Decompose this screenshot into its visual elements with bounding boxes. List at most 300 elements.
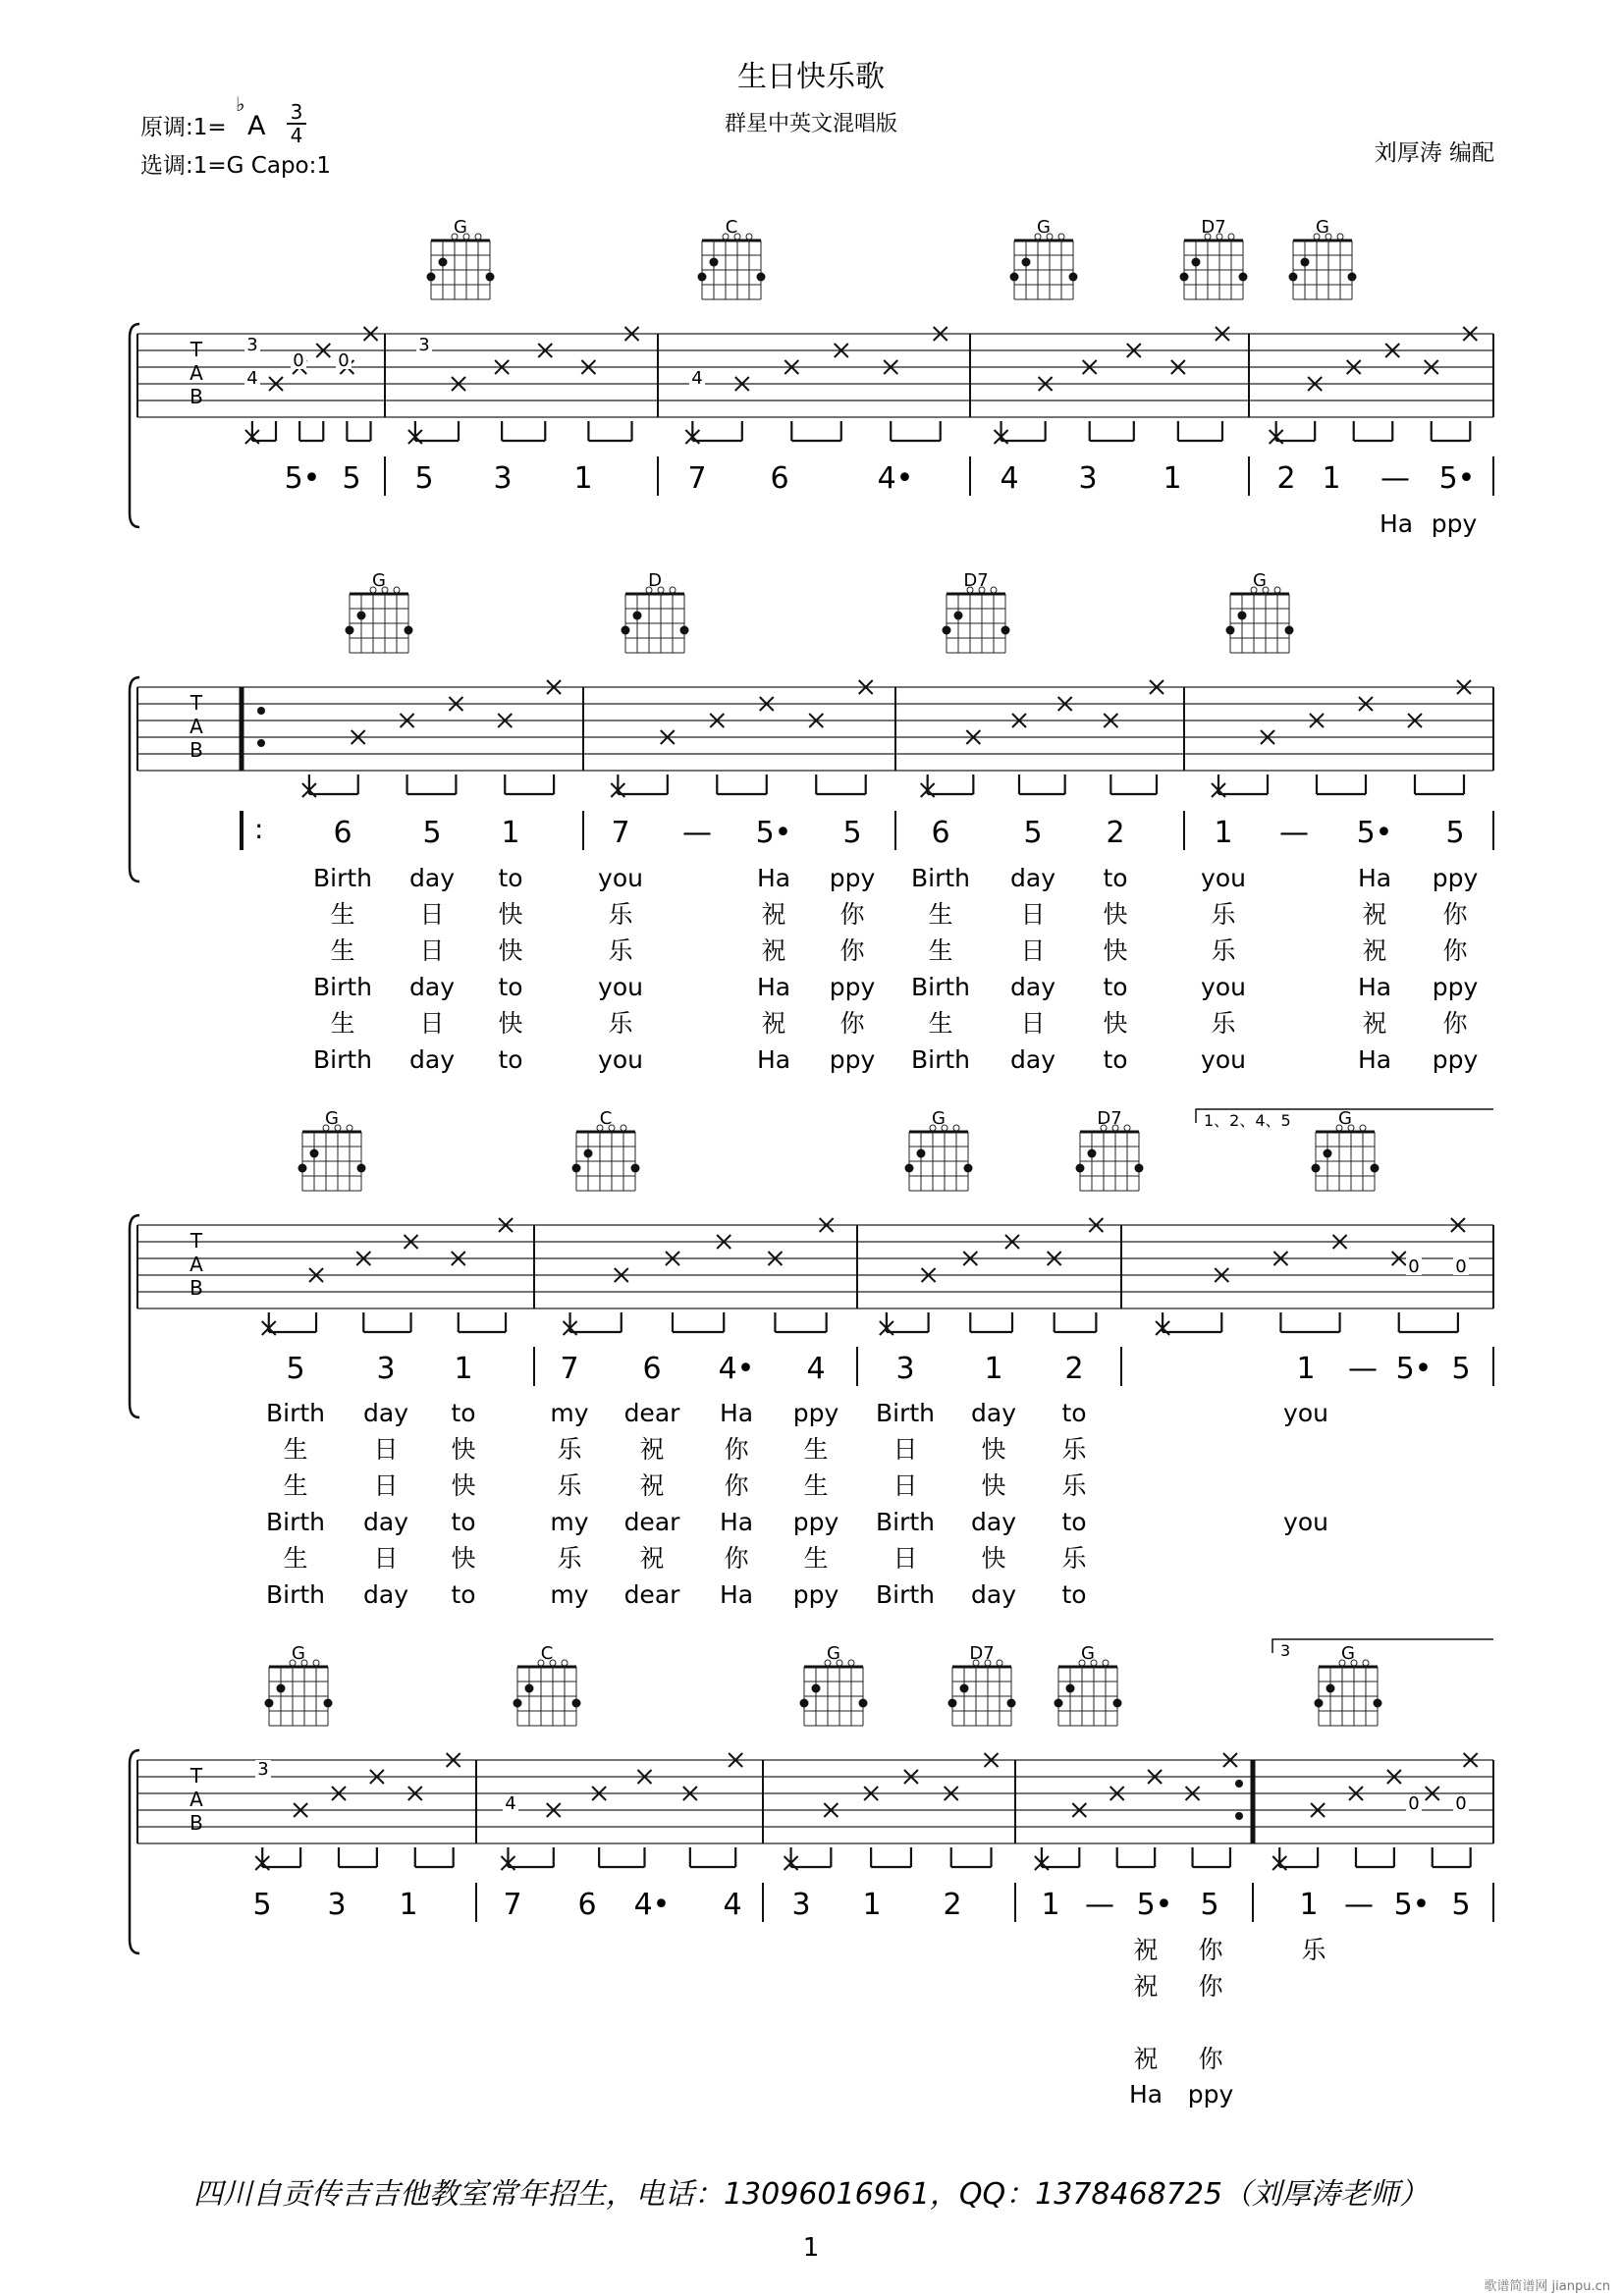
tab-clef-a: A — [189, 1253, 203, 1276]
lyric-syllable: day — [363, 1508, 408, 1536]
lyric-syllable: 日 — [1020, 900, 1046, 929]
lyric-syllable: 祝 — [761, 900, 786, 929]
lyric-syllable: 快 — [1103, 936, 1128, 965]
jianpu-note: 5• — [755, 816, 792, 850]
lyric-syllable: 你 — [839, 900, 865, 929]
lyric-syllable: Ha — [756, 864, 791, 892]
finger-dot — [1371, 1164, 1380, 1173]
lyric-syllable: Birth — [265, 1580, 326, 1609]
lyric-syllable: 快 — [451, 1435, 476, 1464]
finger-dot — [812, 1684, 821, 1693]
lyric-syllable: ppy — [829, 973, 876, 1001]
finger-dot — [698, 273, 707, 282]
chord-name: G — [325, 1108, 339, 1129]
jianpu-note: 5• — [1356, 816, 1393, 850]
volta-label: 3 — [1280, 1641, 1291, 1660]
lyric-syllable: 日 — [419, 900, 445, 929]
chord-name: G — [1253, 570, 1267, 591]
jianpu-note: 5 — [1451, 1352, 1471, 1386]
lyric-syllable: 祝 — [639, 1435, 665, 1464]
lyric-syllable: 祝 — [1362, 900, 1387, 929]
lyric-syllable: Ha — [719, 1399, 754, 1427]
page-number: 1 — [802, 2233, 820, 2263]
lyric-syllable: 你 — [1442, 1009, 1468, 1038]
finger-dot — [486, 273, 495, 282]
lyric-syllable: 你 — [1442, 936, 1468, 965]
lyric-syllable: day — [1010, 864, 1055, 892]
tab-clef-t: T — [189, 338, 203, 361]
lyric-syllable: ppy — [1432, 1045, 1479, 1074]
jianpu-note: 5 — [1200, 1888, 1219, 1922]
lyric-syllable: Ha — [1379, 509, 1414, 538]
selected-key: 选调:1=G Capo:1 — [140, 153, 331, 179]
lyric-syllable: 生 — [928, 1009, 953, 1038]
lyric-syllable: ppy — [792, 1580, 839, 1609]
jianpu-note: 4 — [806, 1352, 826, 1386]
finger-dot — [1007, 1699, 1016, 1708]
lyric-syllable: you — [598, 973, 643, 1001]
jianpu-note: 1 — [454, 1352, 473, 1386]
jianpu-note: 5• — [284, 461, 321, 496]
finger-dot — [622, 626, 630, 635]
lyric-syllable: day — [971, 1580, 1016, 1609]
finger-dot — [917, 1149, 926, 1158]
jianpu-note: — — [1085, 1888, 1114, 1922]
jianpu-note: 1 — [1163, 461, 1182, 496]
finger-dot — [1010, 273, 1019, 282]
lyric-syllable: to — [498, 864, 523, 892]
tab-clef-t: T — [189, 691, 203, 715]
jianpu-note: 1 — [1299, 1888, 1319, 1922]
lyric-syllable: my — [550, 1580, 589, 1609]
finger-dot — [1238, 612, 1247, 620]
lyric-syllable: 生 — [330, 1009, 355, 1038]
lyric-syllable: 乐 — [1211, 1009, 1236, 1038]
lyric-syllable: 日 — [419, 1009, 445, 1038]
lyric-syllable: 乐 — [557, 1435, 582, 1464]
lyric-syllable: 祝 — [1133, 1972, 1159, 2001]
jianpu-note: 1 — [1322, 461, 1341, 496]
repeat-dot — [257, 707, 265, 715]
jianpu-note: 5 — [342, 461, 361, 496]
jianpu-note: 6 — [770, 461, 789, 496]
lyric-syllable: 生 — [283, 1471, 308, 1500]
jianpu-note: 5 — [1445, 816, 1465, 850]
lyric-syllable: Birth — [312, 1045, 373, 1074]
chord-name: G — [1341, 1643, 1355, 1664]
chord-name: D7 — [1097, 1108, 1122, 1129]
finger-dot — [277, 1684, 286, 1693]
finger-dot — [633, 612, 642, 620]
lyric-syllable: you — [598, 864, 643, 892]
jianpu-note: — — [1344, 1888, 1374, 1922]
tab-clef-t: T — [189, 1764, 203, 1788]
lyric-syllable: ppy — [829, 864, 876, 892]
lyric-syllable: you — [1201, 973, 1246, 1001]
lyric-syllable: 你 — [724, 1544, 749, 1573]
lyric-syllable: to — [1061, 1580, 1087, 1609]
lyric-syllable: 你 — [1198, 2045, 1223, 2073]
finger-dot — [572, 1699, 581, 1708]
jianpu-note: 7 — [503, 1888, 522, 1922]
jianpu-note: 4• — [877, 461, 914, 496]
chord-name: G — [1037, 217, 1051, 238]
tab-clef-a: A — [189, 361, 203, 385]
lyric-syllable: 乐 — [557, 1471, 582, 1500]
lyric-syllable: day — [1010, 973, 1055, 1001]
lyric-syllable: 日 — [893, 1544, 918, 1573]
finger-dot — [1066, 1684, 1075, 1693]
lyric-syllable: 快 — [1103, 900, 1128, 929]
tab-number: 0 — [1455, 1256, 1467, 1277]
finger-dot — [405, 626, 413, 635]
lyric-syllable: 乐 — [1301, 1936, 1326, 1964]
finger-dot — [1055, 1699, 1063, 1708]
lyric-syllable: 日 — [373, 1435, 399, 1464]
lyric-syllable: Birth — [875, 1399, 936, 1427]
chord-name: D — [648, 570, 662, 591]
footer-ad: 四川自贡传吉吉他教室常年招生，电话：13096016961，QQ：1378468725（刘厚涛老师） — [192, 2177, 1430, 2212]
lyric-syllable: to — [1061, 1508, 1087, 1536]
lyric-syllable: 生 — [928, 900, 953, 929]
finger-dot — [525, 1684, 534, 1693]
finger-dot — [631, 1164, 640, 1173]
jianpu-note: 5 — [842, 816, 862, 850]
lyric-syllable: 你 — [1198, 1972, 1223, 2001]
lyric-syllable: to — [1103, 864, 1128, 892]
finger-dot — [1301, 258, 1310, 267]
chord-name: G — [1316, 217, 1329, 238]
lyric-syllable: ppy — [1187, 2080, 1234, 2109]
finger-dot — [572, 1164, 581, 1173]
lyric-syllable: 乐 — [1061, 1435, 1087, 1464]
finger-dot — [964, 1164, 973, 1173]
lyric-syllable: Birth — [910, 864, 971, 892]
lyric-syllable: 生 — [928, 936, 953, 965]
lyric-syllable: 乐 — [608, 1009, 633, 1038]
lyric-syllable: 祝 — [761, 1009, 786, 1038]
lyric-syllable: 你 — [724, 1435, 749, 1464]
lyric-syllable: 生 — [330, 900, 355, 929]
lyric-syllable: Birth — [265, 1399, 326, 1427]
jianpu-note: 5 — [286, 1352, 305, 1386]
lyric-syllable: Ha — [1128, 2080, 1163, 2109]
jianpu-note: 5• — [1136, 1888, 1173, 1922]
jianpu-note: 1 — [501, 816, 520, 850]
lyric-syllable: 快 — [498, 1009, 523, 1038]
jianpu-note: 7 — [611, 816, 630, 850]
lyric-syllable: 快 — [498, 936, 523, 965]
chord-name: G — [827, 1643, 840, 1664]
finger-dot — [954, 612, 963, 620]
lyric-syllable: ppy — [792, 1508, 839, 1536]
tab-number: 0 — [1408, 1256, 1420, 1277]
jianpu-note: 2 — [1106, 816, 1125, 850]
jianpu-note: 1 — [984, 1352, 1003, 1386]
jianpu-note: 3 — [895, 1352, 915, 1386]
tab-number: 4 — [691, 368, 703, 389]
lyric-syllable: 快 — [451, 1544, 476, 1573]
jianpu-note: 5 — [422, 816, 442, 850]
lyric-syllable: 日 — [373, 1544, 399, 1573]
finger-dot — [1348, 273, 1357, 282]
tab-clef-a: A — [189, 1788, 203, 1811]
lyric-syllable: 乐 — [608, 936, 633, 965]
tab-clef-b: B — [189, 1811, 203, 1835]
lyric-syllable: dear — [623, 1399, 680, 1427]
tab-number: 4 — [246, 368, 258, 389]
finger-dot — [1289, 273, 1298, 282]
lyric-syllable: 生 — [330, 936, 355, 965]
lyric-syllable: 你 — [1198, 1936, 1223, 1964]
lyric-syllable: day — [971, 1399, 1016, 1427]
finger-dot — [1113, 1699, 1122, 1708]
lyric-syllable: 你 — [724, 1471, 749, 1500]
finger-dot — [1239, 273, 1248, 282]
lyric-syllable: Ha — [756, 973, 791, 1001]
flat-sign: ♭ — [236, 92, 245, 116]
finger-dot — [357, 612, 366, 620]
lyric-syllable: to — [498, 973, 523, 1001]
lyric-syllable: 乐 — [1211, 900, 1236, 929]
tab-number: 0 — [1408, 1793, 1420, 1814]
finger-dot — [427, 273, 436, 282]
lyric-syllable: Ha — [1357, 973, 1392, 1001]
finger-dot — [1326, 1684, 1335, 1693]
jianpu-note: 1 — [399, 1888, 418, 1922]
jianpu-note: 4 — [723, 1888, 742, 1922]
lyric-syllable: ppy — [829, 1045, 876, 1074]
jianpu-note: 2 — [1276, 461, 1296, 496]
original-key: 原调:1= — [140, 115, 227, 140]
finger-dot — [943, 626, 951, 635]
finger-dot — [960, 1684, 969, 1693]
tab-clef-a: A — [189, 715, 203, 738]
finger-dot — [1312, 1164, 1321, 1173]
lyric-syllable: to — [1103, 1045, 1128, 1074]
song-title: 生日快乐歌 — [737, 60, 885, 94]
jianpu-note: 6 — [931, 816, 950, 850]
lyric-syllable: 你 — [839, 1009, 865, 1038]
jianpu-note: — — [1348, 1352, 1378, 1386]
lyric-syllable: ppy — [792, 1399, 839, 1427]
finger-dot — [265, 1699, 274, 1708]
finger-dot — [1076, 1164, 1085, 1173]
lyric-syllable: 祝 — [1362, 1009, 1387, 1038]
lyric-syllable: 生 — [803, 1471, 829, 1500]
tab-clef-b: B — [189, 738, 203, 762]
jianpu-note: 6 — [577, 1888, 597, 1922]
chord-name: D7 — [963, 570, 989, 591]
lyric-syllable: 祝 — [1133, 2045, 1159, 2073]
tab-number: 3 — [246, 335, 258, 355]
lyric-syllable: 日 — [893, 1471, 918, 1500]
notation-repeat-dots: : — [254, 813, 264, 845]
time-signature-bottom: 4 — [290, 124, 303, 147]
lyric-syllable: Ha — [719, 1580, 754, 1609]
lyric-syllable: Birth — [910, 973, 971, 1001]
finger-dot — [439, 258, 448, 267]
lyric-syllable: 快 — [1103, 1009, 1128, 1038]
song-subtitle: 群星中英文混唱版 — [724, 112, 898, 136]
finger-dot — [357, 1164, 366, 1173]
tab-number: 0 — [338, 350, 350, 371]
finger-dot — [800, 1699, 809, 1708]
lyric-syllable: 生 — [803, 1544, 829, 1573]
lyric-syllable: 快 — [498, 900, 523, 929]
lyric-syllable: 乐 — [608, 900, 633, 929]
original-key-note: A — [247, 111, 266, 141]
repeat-dot — [1235, 1812, 1243, 1820]
tab-number: 0 — [1455, 1793, 1467, 1814]
finger-dot — [1192, 258, 1201, 267]
lyric-syllable: day — [1010, 1045, 1055, 1074]
jianpu-note: — — [1279, 816, 1309, 850]
lyric-syllable: 快 — [981, 1435, 1006, 1464]
jianpu-note: 3 — [493, 461, 513, 496]
lyric-syllable: 生 — [283, 1435, 308, 1464]
repeat-dot — [1235, 1780, 1243, 1788]
chord-name: D7 — [969, 1643, 995, 1664]
chord-name: G — [1338, 1108, 1352, 1129]
lyric-syllable: 日 — [1020, 1009, 1046, 1038]
lyric-syllable: day — [409, 864, 455, 892]
lyric-syllable: 乐 — [557, 1544, 582, 1573]
chord-name: G — [372, 570, 386, 591]
finger-dot — [584, 1149, 593, 1158]
jianpu-note: 5 — [414, 461, 434, 496]
jianpu-note: 3 — [327, 1888, 347, 1922]
lyric-syllable: 祝 — [639, 1544, 665, 1573]
finger-dot — [310, 1149, 319, 1158]
tab-clef-b: B — [189, 1276, 203, 1300]
lyric-syllable: Birth — [312, 864, 373, 892]
lyric-syllable: to — [498, 1045, 523, 1074]
finger-dot — [1374, 1699, 1382, 1708]
lyric-syllable: to — [451, 1580, 476, 1609]
jianpu-note: 4 — [1000, 461, 1019, 496]
lyric-syllable: you — [1283, 1399, 1328, 1427]
lyric-syllable: Birth — [875, 1508, 936, 1536]
lyric-syllable: Birth — [265, 1508, 326, 1536]
lyric-syllable: Ha — [1357, 864, 1392, 892]
jianpu-note: 2 — [1064, 1352, 1084, 1386]
jianpu-note: 1 — [1041, 1888, 1060, 1922]
lyric-syllable: ppy — [1432, 864, 1479, 892]
lyric-syllable: 快 — [981, 1544, 1006, 1573]
lyric-syllable: 你 — [1442, 900, 1468, 929]
jianpu-note: — — [1380, 461, 1410, 496]
tab-number: 3 — [418, 335, 430, 355]
jianpu-note: 7 — [687, 461, 707, 496]
volta-label: 1、2、4、5 — [1204, 1111, 1291, 1130]
finger-dot — [1022, 258, 1031, 267]
arranger: 刘厚涛 编配 — [1374, 140, 1494, 166]
jianpu-note: 5 — [1023, 816, 1043, 850]
lyric-syllable: 生 — [803, 1435, 829, 1464]
chord-name: G — [292, 1643, 305, 1664]
lyric-syllable: ppy — [1432, 973, 1479, 1001]
finger-dot — [680, 626, 689, 635]
finger-dot — [346, 626, 354, 635]
jianpu-note: 6 — [333, 816, 352, 850]
repeat-dot — [257, 739, 265, 747]
finger-dot — [1069, 273, 1078, 282]
jianpu-note: 5• — [1438, 461, 1476, 496]
lyric-syllable: you — [1201, 864, 1246, 892]
lyric-syllable: 日 — [1020, 936, 1046, 965]
jianpu-note: 4• — [633, 1888, 671, 1922]
lyric-syllable: to — [1061, 1399, 1087, 1427]
chord-name: G — [1081, 1643, 1095, 1664]
lyric-syllable: my — [550, 1508, 589, 1536]
lyric-syllable: you — [598, 1045, 643, 1074]
lyric-syllable: ppy — [1431, 509, 1478, 538]
lyric-syllable: 乐 — [1211, 936, 1236, 965]
tab-clef-t: T — [189, 1229, 203, 1253]
lyric-syllable: to — [451, 1399, 476, 1427]
jianpu-note: 7 — [560, 1352, 579, 1386]
tab-number: 0 — [293, 350, 304, 371]
finger-dot — [710, 258, 719, 267]
jianpu-note: 3 — [1078, 461, 1098, 496]
lyric-syllable: day — [409, 973, 455, 1001]
finger-dot — [1001, 626, 1010, 635]
lyric-syllable: Ha — [1357, 1045, 1392, 1074]
chord-name: D7 — [1201, 217, 1226, 238]
finger-dot — [1324, 1149, 1332, 1158]
lyric-syllable: Birth — [875, 1580, 936, 1609]
lyric-syllable: 你 — [839, 936, 865, 965]
lyric-syllable: 祝 — [761, 936, 786, 965]
lyric-syllable: Ha — [719, 1508, 754, 1536]
lyric-syllable: dear — [623, 1508, 680, 1536]
jianpu-note: 5 — [1451, 1888, 1471, 1922]
tab-number: 3 — [257, 1759, 269, 1780]
jianpu-note: — — [682, 816, 712, 850]
lyric-syllable: day — [363, 1399, 408, 1427]
finger-dot — [324, 1699, 333, 1708]
lyric-syllable: Birth — [910, 1045, 971, 1074]
lyric-syllable: 乐 — [1061, 1544, 1087, 1573]
lyric-syllable: 日 — [893, 1435, 918, 1464]
chord-name: G — [454, 217, 467, 238]
lyric-syllable: you — [1201, 1045, 1246, 1074]
jianpu-note: 1 — [862, 1888, 882, 1922]
jianpu-note: 5 — [252, 1888, 272, 1922]
finger-dot — [1135, 1164, 1144, 1173]
lyric-syllable: 生 — [283, 1544, 308, 1573]
lyric-syllable: day — [409, 1045, 455, 1074]
time-signature-top: 3 — [290, 100, 303, 124]
finger-dot — [948, 1699, 957, 1708]
finger-dot — [514, 1699, 522, 1708]
jianpu-note: 1 — [1214, 816, 1233, 850]
lyric-syllable: 祝 — [1133, 1936, 1159, 1964]
lyric-syllable: dear — [623, 1580, 680, 1609]
jianpu-note: 3 — [376, 1352, 396, 1386]
lyric-syllable: 祝 — [1362, 936, 1387, 965]
jianpu-note: 6 — [642, 1352, 662, 1386]
finger-dot — [1180, 273, 1189, 282]
jianpu-note: 2 — [943, 1888, 962, 1922]
lyric-syllable: 祝 — [639, 1471, 665, 1500]
lyric-syllable: to — [451, 1508, 476, 1536]
tab-number: 4 — [505, 1793, 516, 1814]
lyric-syllable: Birth — [312, 973, 373, 1001]
tab-clef-b: B — [189, 385, 203, 408]
chord-name: G — [932, 1108, 946, 1129]
